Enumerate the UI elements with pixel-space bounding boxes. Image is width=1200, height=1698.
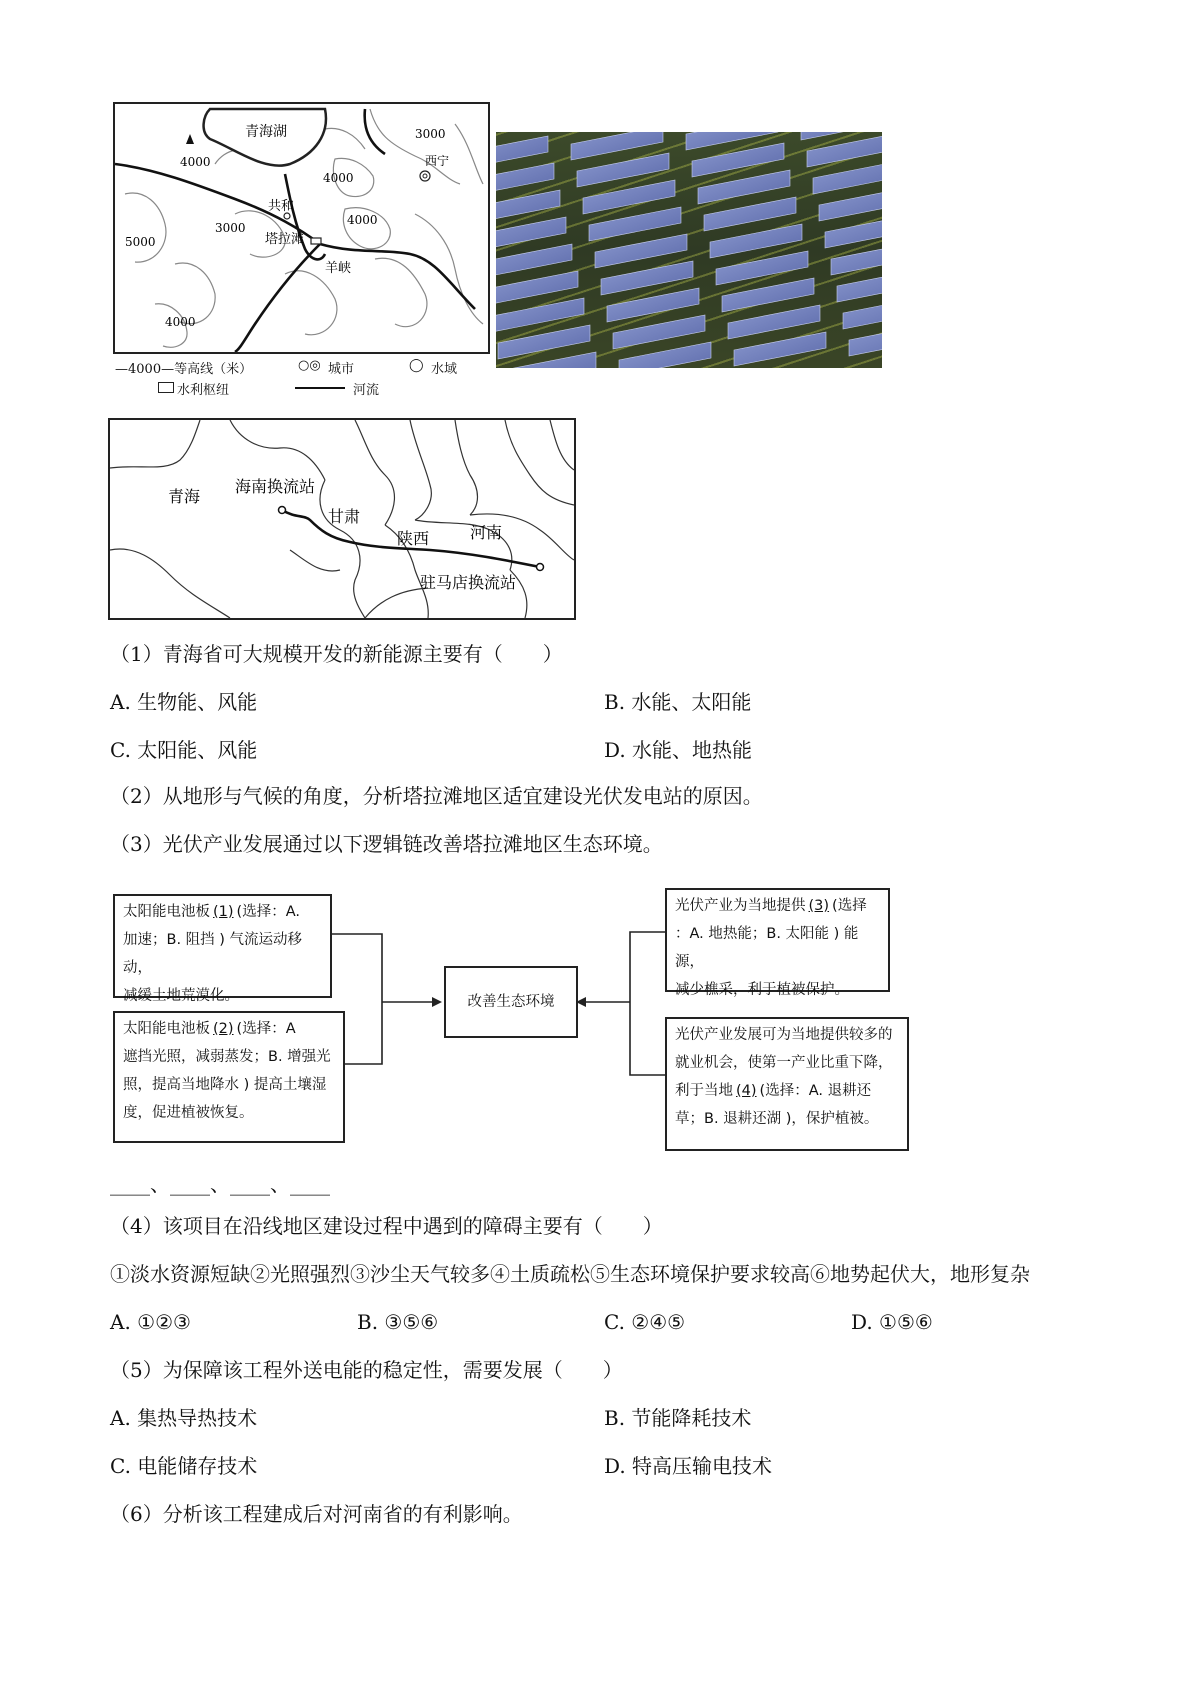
- map1-xining-label: 西宁: [425, 154, 450, 168]
- solar-panel: [496, 271, 578, 305]
- flow-box1-line3: 减缓土地荒漠化。: [123, 988, 239, 1004]
- q1-stem: （1）青海省可大规模开发的新能源主要有（ ）: [110, 642, 563, 666]
- legend-water: 水域: [431, 362, 458, 377]
- solar-panel: [496, 163, 554, 197]
- flow-box3-text: 光伏产业为当地提供: [675, 898, 806, 914]
- q1-option-d: D. 水能、地热能: [604, 738, 753, 762]
- q4-option-a: A. ①②③: [110, 1310, 191, 1334]
- solar-panel: [595, 234, 687, 268]
- solar-panel: [734, 332, 826, 366]
- solar-panel: [496, 298, 584, 332]
- topographic-map: [113, 102, 490, 354]
- flow-box4-line2: 就业机会，使第一产业比重下降，: [675, 1055, 893, 1071]
- solar-panel: [722, 278, 814, 312]
- q2-stem: （2）从地形与气候的角度，分析塔拉滩地区适宜建设光伏发电站的原因。: [110, 784, 763, 808]
- flow-box-3: [665, 888, 890, 998]
- q1-option-b: B. 水能、太阳能: [604, 690, 752, 714]
- q3-stem: （3）光伏产业发展通过以下逻辑链改善塔拉滩地区生态环境。: [110, 832, 663, 856]
- solar-panel: [825, 214, 882, 248]
- solar-panel-photo: [496, 132, 882, 368]
- flow-box1-text: 太阳能电池板: [123, 904, 210, 920]
- flow-box2-line3: 照，提高当地降水 ) 提高土壤湿: [123, 1077, 327, 1093]
- solar-panel: [571, 132, 663, 160]
- solar-panel: [619, 342, 711, 368]
- solar-panel: [601, 261, 693, 295]
- q4-option-c: C. ②④⑤: [604, 1310, 686, 1334]
- map1-lake-label: 青海湖: [245, 124, 287, 140]
- solar-panel: [498, 325, 590, 359]
- flow-box3-line3: 减少樵采，利于植被保护。: [675, 982, 849, 998]
- flow-box2-text: 太阳能电池板: [123, 1021, 210, 1037]
- map2-hainan-station-label: 海南换流站: [235, 477, 316, 496]
- solar-panel: [716, 251, 808, 285]
- solar-panel: [496, 217, 566, 251]
- legend-contour: —4000—等高线（米）: [115, 362, 253, 377]
- q3-answer-blanks: ____、____、____、____: [110, 1172, 330, 1196]
- q4-option-b: B. ③⑤⑥: [357, 1310, 439, 1334]
- flow-box2-text: (选择：A: [236, 1021, 296, 1037]
- contour-label: 4000: [347, 213, 378, 227]
- solar-panel: [496, 190, 560, 224]
- solar-panel: [692, 143, 784, 177]
- flow-box1-line2: 加速；B. 阻挡 ) 气流运动移动，: [123, 932, 303, 976]
- solar-panel: [819, 187, 882, 221]
- q5-option-d: D. 特高压输电技术: [604, 1454, 773, 1478]
- solar-panel: [613, 315, 705, 349]
- hub-icon: [158, 382, 174, 393]
- blank-2: (2): [213, 1021, 234, 1037]
- q4-option-d: D. ①⑤⑥: [851, 1310, 933, 1334]
- map2-zhumadian-station-label: 驻马店换流站: [420, 573, 517, 592]
- map1-legend: [113, 358, 533, 404]
- contour-label: 3000: [415, 127, 446, 141]
- legend-city: 城市: [328, 362, 355, 377]
- solar-panel: [698, 170, 790, 204]
- station-icon: [279, 507, 286, 514]
- contour-label: 4000: [180, 155, 211, 169]
- river-icon: [295, 387, 345, 389]
- solar-panel: [583, 180, 675, 214]
- solar-panel: [728, 305, 820, 339]
- city-icon: ○◎: [298, 358, 321, 373]
- solar-panel: [496, 136, 548, 170]
- flow-box3-line2: ：A. 地热能；B. 太阳能 ) 能源，: [675, 926, 859, 970]
- flow-box1-text: (选择：A.: [236, 904, 300, 920]
- flow-box-2: [113, 1011, 345, 1143]
- q5-option-a: A. 集热导热技术: [110, 1406, 258, 1430]
- q5-stem: （5）为保障该工程外送电能的稳定性，需要发展（ ）: [110, 1358, 623, 1382]
- flow-box2-line2: 遮挡光照，减弱蒸发；B. 增强光: [123, 1049, 331, 1065]
- solar-panel: [843, 295, 882, 329]
- flow-center-label: 改善生态环境: [467, 994, 555, 1010]
- solar-panel: [837, 268, 882, 302]
- contour-label: 5000: [125, 235, 156, 249]
- contour-label: 4000: [323, 171, 354, 185]
- arrow-right-icon: [432, 997, 442, 1007]
- flow-center-box: [444, 966, 578, 1038]
- solar-panel: [831, 241, 882, 275]
- transmission-line-drawing: [110, 420, 574, 618]
- contour-label: 4000: [165, 315, 196, 329]
- peak-icon: [186, 134, 194, 144]
- flow-box4-text: 利于当地: [675, 1083, 733, 1099]
- city-icon: [420, 171, 430, 181]
- solar-panel: [704, 197, 796, 231]
- water-icon: ◯: [409, 358, 424, 373]
- solar-panel: [607, 288, 699, 322]
- solar-panel: [496, 244, 572, 278]
- hub-icon: [311, 238, 321, 244]
- map2-henan-label: 河南: [470, 523, 503, 542]
- flow-box2-line4: 度，促进植被恢复。: [123, 1105, 254, 1121]
- blank-3: (3): [808, 898, 830, 914]
- flow-box4-line4: 草；B. 退耕还湖 )，保护植被。: [675, 1111, 879, 1127]
- map1-yangxia-label: 羊峡: [325, 261, 352, 276]
- flow-box-1: [113, 894, 332, 1004]
- q1-option-a: A. 生物能、风能: [110, 690, 258, 714]
- flow-box4-line1: 光伏产业发展可为当地提供较多的: [675, 1027, 893, 1043]
- q5-option-b: B. 节能降耗技术: [604, 1406, 752, 1430]
- legend-hub: 水利枢纽: [177, 383, 230, 398]
- solar-panel: [807, 133, 882, 167]
- solar-panel: [589, 207, 681, 241]
- flow-box4-text: (选择：A. 退耕还: [759, 1083, 872, 1099]
- topographic-map-drawing: [115, 104, 488, 352]
- legend-river: 河流: [353, 383, 380, 398]
- contour-label: 3000: [215, 221, 246, 235]
- map1-gonghe-label: 共和: [268, 199, 295, 214]
- q6-stem: （6）分析该工程建成后对河南省的有利影响。: [110, 1502, 523, 1526]
- flow-box-4: [665, 1017, 909, 1151]
- q1-option-c: C. 太阳能、风能: [110, 738, 258, 762]
- blank-4: (4): [736, 1083, 757, 1099]
- blank-1: (1): [213, 904, 234, 920]
- solar-panel: [813, 160, 882, 194]
- solar-panel: [710, 224, 802, 258]
- map2-qinghai-label: 青海: [168, 487, 201, 506]
- solar-panel-array: [496, 132, 882, 368]
- map2-gansu-label: 甘肃: [328, 507, 361, 526]
- solar-panel: [577, 153, 669, 187]
- map1-talatan-label: 塔拉滩: [265, 232, 305, 247]
- map2-shaanxi-label: 陕西: [397, 529, 430, 548]
- flow-box3-text: (选择: [832, 898, 867, 914]
- q4-items: ①淡水资源短缺②光照强烈③沙尘天气较多④土质疏松⑤生态环境保护要求较高⑥地势起伏大，地形复杂: [110, 1262, 1030, 1286]
- station-icon: [537, 564, 544, 571]
- q5-option-c: C. 电能储存技术: [110, 1454, 258, 1478]
- q4-stem: （4）该项目在沿线地区建设过程中遇到的障碍主要有（ ）: [110, 1214, 663, 1238]
- transmission-line-map: [108, 418, 576, 620]
